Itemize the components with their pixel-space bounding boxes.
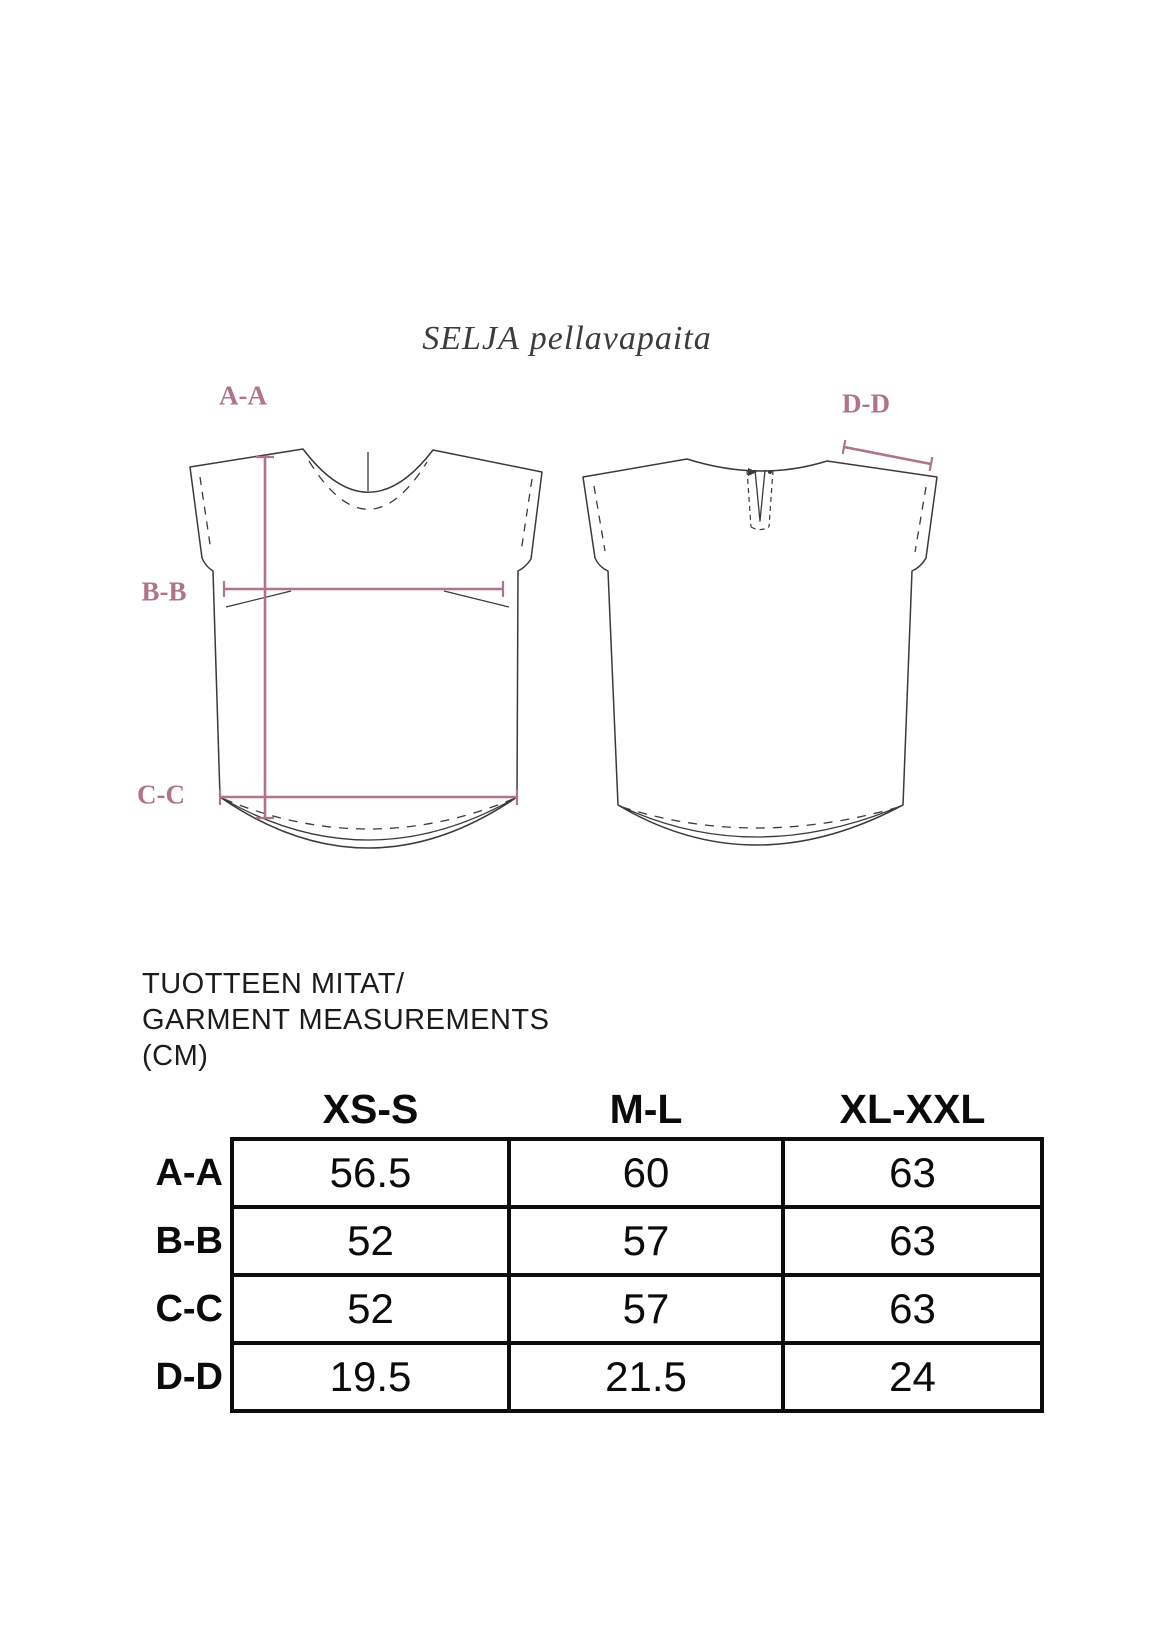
cell-dd-xlxxl: 24 [783, 1343, 1042, 1411]
size-table-header-row [140, 1082, 1042, 1139]
row-label-aa: A-A [155, 1151, 223, 1194]
table-row [140, 1275, 1042, 1343]
cell-cc-xss: 52 [232, 1275, 509, 1343]
cell-cc-xlxxl: 63 [783, 1275, 1042, 1343]
cell-dd-ml: 21.5 [509, 1343, 783, 1411]
heading-finnish: TUOTTEEN MITAT/ [142, 968, 405, 1000]
row-label-cc: C-C [155, 1287, 223, 1330]
back-view-drawing [583, 459, 937, 845]
cell-aa-xss: 56.5 [232, 1139, 509, 1207]
product-brand-name: SELJA [422, 320, 520, 357]
cell-bb-ml: 57 [509, 1207, 783, 1275]
corner-cell [140, 1082, 232, 1139]
dd-measure-line [844, 447, 931, 464]
cell-cc-ml: 57 [509, 1275, 783, 1343]
table-row [140, 1343, 1042, 1411]
row-label-bb: B-B [155, 1219, 223, 1262]
cell-bb-xlxxl: 63 [783, 1207, 1042, 1275]
table-heading [142, 966, 549, 1074]
col-header-m-l: M-L [609, 1086, 683, 1132]
cell-bb-xss: 52 [232, 1207, 509, 1275]
table-row [140, 1139, 1042, 1207]
page-title [422, 320, 712, 358]
measure-label-bb: B-B [141, 576, 187, 607]
front-outline [190, 449, 542, 848]
table-row [140, 1207, 1042, 1275]
measure-label-aa: A-A [219, 380, 267, 411]
cell-aa-xlxxl: 63 [783, 1139, 1042, 1207]
product-type-name: pellavapaita [529, 320, 712, 357]
front-view-drawing [190, 449, 542, 848]
size-table [140, 1082, 1044, 1413]
measure-label-dd: D-D [842, 388, 890, 419]
col-header-xs-s: XS-S [322, 1086, 419, 1132]
col-header-xl-xxl: XL-XXL [839, 1086, 986, 1132]
cell-aa-ml: 60 [509, 1139, 783, 1207]
heading-unit: (CM) [142, 1040, 209, 1072]
row-label-dd: D-D [155, 1355, 223, 1398]
back-button-dot [768, 470, 772, 474]
heading-english: GARMENT MEASUREMENTS [142, 1004, 550, 1036]
cell-dd-xss: 19.5 [232, 1343, 509, 1411]
measure-label-cc: C-C [137, 779, 185, 810]
